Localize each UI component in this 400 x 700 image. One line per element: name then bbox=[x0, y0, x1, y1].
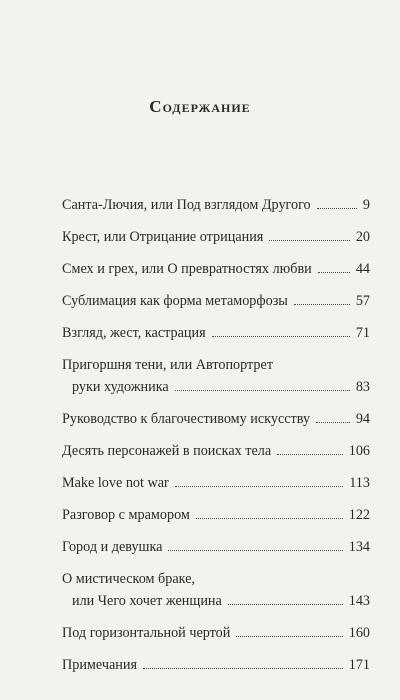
toc-entry-title: Город и девушка bbox=[62, 539, 163, 555]
toc-entry-title: Руководство к благочестивому искусству bbox=[62, 411, 311, 427]
toc-entry-title: Взгляд, жест, кастрация bbox=[62, 325, 206, 341]
dot-leader bbox=[316, 422, 350, 423]
toc-entry-title: Смех и грех, или О превратностях любви bbox=[62, 261, 312, 277]
toc-page-number: 20 bbox=[355, 229, 370, 245]
toc-page-number: 122 bbox=[348, 507, 370, 523]
toc-page-number: 113 bbox=[349, 475, 370, 491]
toc-entry-title: Под горизонтальной чертой bbox=[62, 625, 231, 641]
toc-entry-title: Десять персонажей в поисках тела bbox=[62, 443, 272, 459]
page-title: Содержание bbox=[149, 97, 251, 116]
toc-entry bbox=[62, 624, 370, 642]
toc-page-number: 9 bbox=[362, 197, 370, 213]
toc-entry-title: Разговор с мрамором bbox=[62, 507, 190, 523]
toc-entry bbox=[62, 228, 370, 246]
dot-leader bbox=[175, 486, 343, 487]
dot-leader bbox=[168, 550, 342, 551]
toc-entry bbox=[62, 570, 370, 610]
toc-entry-title-line-2: или Чего хочет женщина bbox=[72, 593, 222, 609]
toc-page-number: 57 bbox=[355, 293, 370, 309]
dot-leader bbox=[212, 336, 350, 337]
toc-entry bbox=[62, 656, 370, 674]
dot-leader bbox=[318, 272, 350, 273]
toc-entry-title-line-2: руки художника bbox=[72, 379, 169, 395]
toc-entry bbox=[62, 410, 370, 428]
toc-entry bbox=[62, 442, 370, 460]
toc-page-number: 44 bbox=[355, 261, 370, 277]
dot-leader bbox=[196, 518, 343, 519]
toc-page-number: 106 bbox=[348, 443, 370, 459]
toc-entry bbox=[62, 260, 370, 278]
dot-leader bbox=[269, 240, 349, 241]
dot-leader bbox=[277, 454, 343, 455]
toc-entry bbox=[62, 474, 370, 492]
toc-entry bbox=[62, 324, 370, 342]
toc-entry bbox=[62, 196, 370, 214]
toc-page-number: 94 bbox=[355, 411, 370, 427]
toc-page-number: 143 bbox=[348, 593, 370, 609]
toc-entry bbox=[62, 506, 370, 524]
toc-page-number: 160 bbox=[348, 625, 370, 641]
toc-page-number: 83 bbox=[355, 379, 370, 395]
toc-entry-title: Крест, или Отрицание отрицания bbox=[62, 229, 264, 245]
dot-leader bbox=[294, 304, 350, 305]
dot-leader bbox=[228, 604, 343, 605]
toc-page-number: 134 bbox=[348, 539, 370, 555]
toc-entry bbox=[62, 538, 370, 556]
toc-entry-title: Примечания bbox=[62, 657, 137, 673]
toc-entry-title: Make love not war bbox=[62, 475, 169, 491]
toc-entry-title: Санта-Лючия, или Под взглядом Другого bbox=[62, 197, 311, 213]
toc-entry bbox=[62, 356, 370, 396]
toc-page-number: 171 bbox=[348, 657, 370, 673]
toc-entry bbox=[62, 292, 370, 310]
dot-leader bbox=[143, 668, 343, 669]
dot-leader bbox=[317, 208, 357, 209]
dot-leader bbox=[175, 390, 350, 391]
toc-entry-title-line-1: О мистическом браке, bbox=[62, 571, 196, 587]
toc-entry-title: Сублимация как форма метаморфозы bbox=[62, 293, 288, 309]
toc-entry-title-line-1: Пригоршня тени, или Автопортрет bbox=[62, 357, 274, 373]
dot-leader bbox=[236, 636, 342, 637]
toc-page-number: 71 bbox=[355, 325, 370, 341]
